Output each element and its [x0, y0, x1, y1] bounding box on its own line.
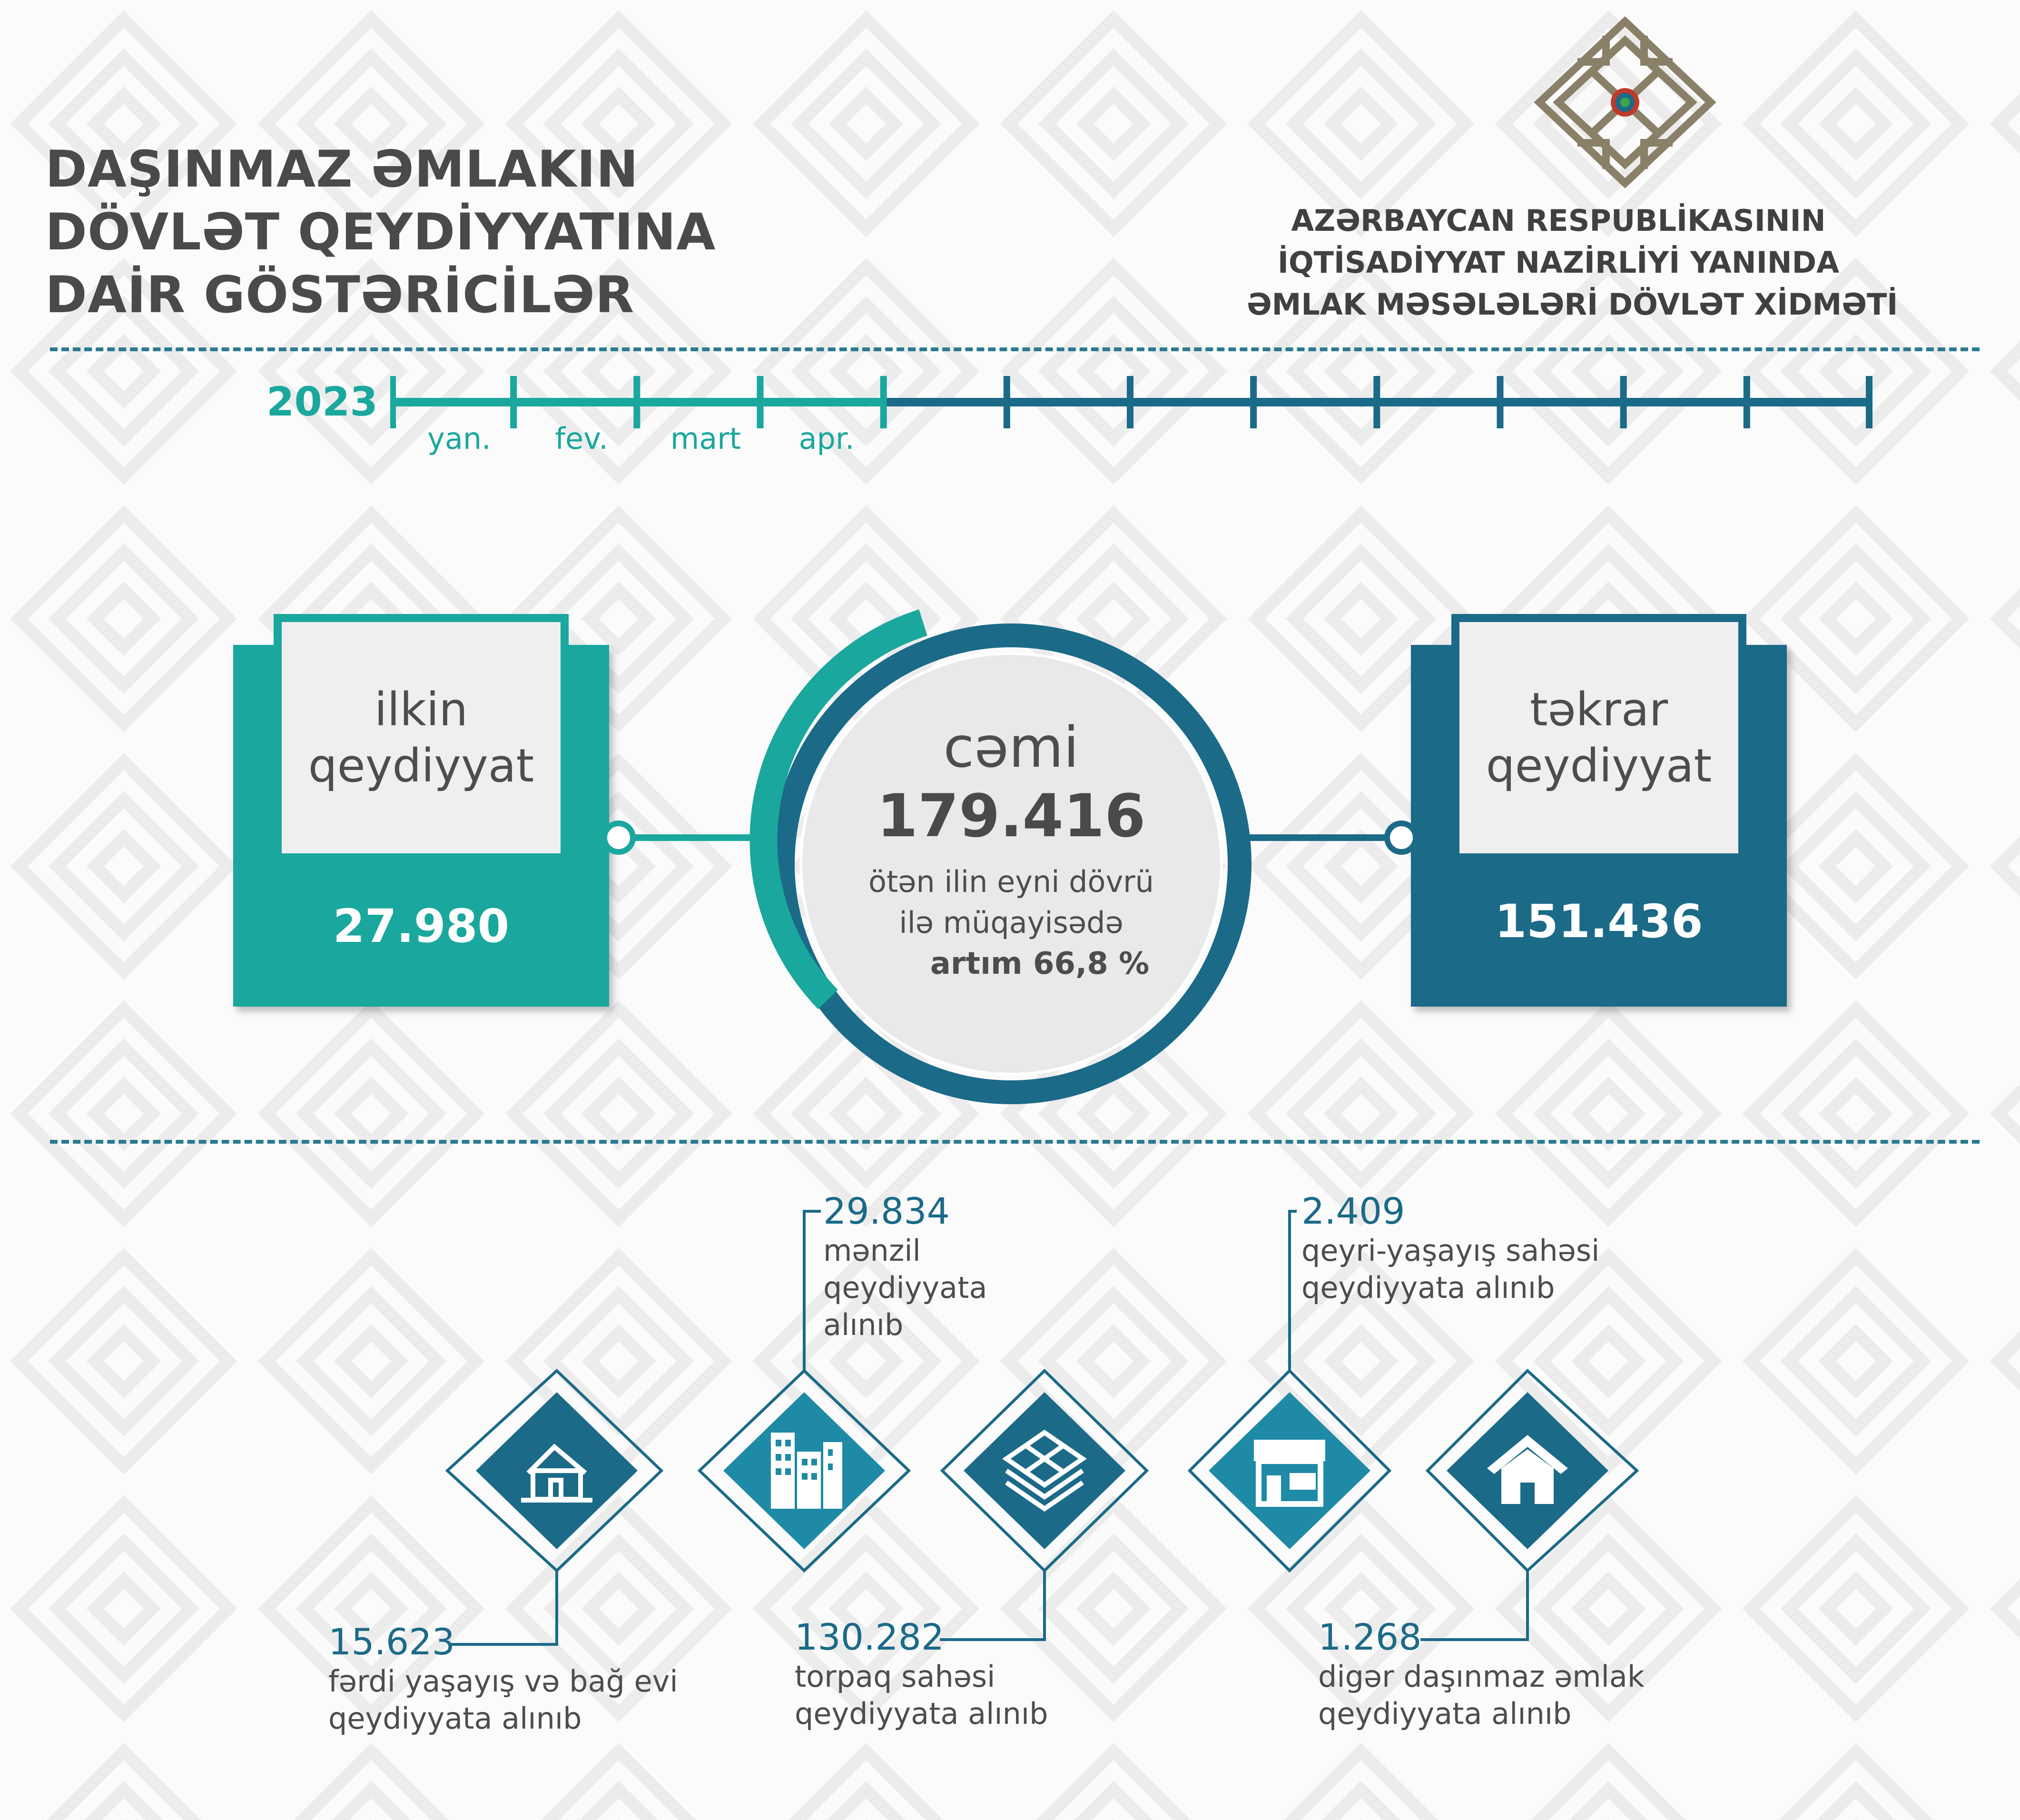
divider-middle: [50, 1140, 1980, 1144]
initial-value: 27.980: [333, 900, 510, 953]
timeline-month-mar: mart: [670, 421, 741, 456]
category-text-line: torpaq sahəsi: [795, 1659, 995, 1694]
category-value: 29.834: [823, 1190, 950, 1232]
category-value: 1.268: [1318, 1616, 1422, 1658]
initial-label-line-1: ilkin: [374, 683, 468, 736]
category-value: 15.623: [328, 1621, 455, 1663]
emblem-logo-icon: [1532, 17, 1718, 188]
divider-top: [50, 347, 1980, 351]
total-note-line-1: ötən ilin eyni dövrü: [868, 864, 1154, 899]
category-land-plot: [795, 1616, 1048, 1732]
organization-line-2: İQTİSADİYYAT NAZİRLİYİ YANINDA: [1277, 245, 1840, 280]
total-label: cəmi: [943, 714, 1079, 780]
category-text-line: fərdi yaşayış və bağ evi: [328, 1664, 678, 1699]
category-private-house: [328, 1621, 678, 1737]
total-growth: artım 66,8 %: [930, 946, 1150, 981]
title-line-2: DÖVLƏT QEYDİYYATINA: [45, 203, 716, 261]
page-title: [45, 138, 716, 326]
category-text-line: qeydiyyata alınıb: [1301, 1270, 1555, 1305]
title-line-3: DAİR GÖSTƏRİCİLƏR: [45, 266, 635, 324]
repeat-label-line-1: təkrar: [1529, 683, 1668, 736]
title-line-1: DAŞINMAZ ƏMLAKIN: [45, 140, 639, 198]
total-value: 179.416: [877, 782, 1146, 851]
category-other-property: [1318, 1616, 1645, 1732]
organization-name: [1247, 200, 1898, 326]
category-text-line: digər daşınmaz əmlak: [1318, 1659, 1645, 1694]
category-text-line: qeydiyyata alınıb: [795, 1696, 1048, 1731]
organization-line-1: AZƏRBAYCAN RESPUBLİKASININ: [1291, 203, 1826, 238]
category-apartment: [823, 1190, 987, 1344]
category-text-line: qeydiyyata alınıb: [1318, 1696, 1572, 1731]
timeline-month-feb: fev.: [555, 421, 608, 456]
timeline-month-jan: yan.: [427, 421, 491, 456]
timeline-year: 2023: [266, 378, 378, 425]
category-text-line: mənzil: [823, 1233, 921, 1268]
category-text-line: alınıb: [823, 1307, 904, 1342]
total-note-line-2: ilə müqayisədə: [899, 905, 1123, 940]
initial-label-line-2: qeydiyyat: [308, 739, 534, 792]
organization-line-3: ƏMLAK MƏSƏLƏLƏRİ DÖVLƏT XİDMƏTİ: [1247, 287, 1898, 322]
category-text-line: qeyri-yaşayış sahəsi: [1301, 1233, 1600, 1268]
repeat-label-line-2: qeydiyyat: [1486, 739, 1712, 792]
repeat-value: 151.436: [1495, 895, 1703, 948]
total-block: [804, 714, 1218, 984]
category-value: 130.282: [795, 1616, 945, 1658]
category-text-line: qeydiyyata: [823, 1270, 987, 1305]
category-text-line: qeydiyyata alınıb: [328, 1701, 582, 1736]
category-non-residential: [1301, 1190, 1599, 1306]
timeline-month-apr: apr.: [798, 421, 855, 456]
category-value: 2.409: [1301, 1190, 1405, 1232]
